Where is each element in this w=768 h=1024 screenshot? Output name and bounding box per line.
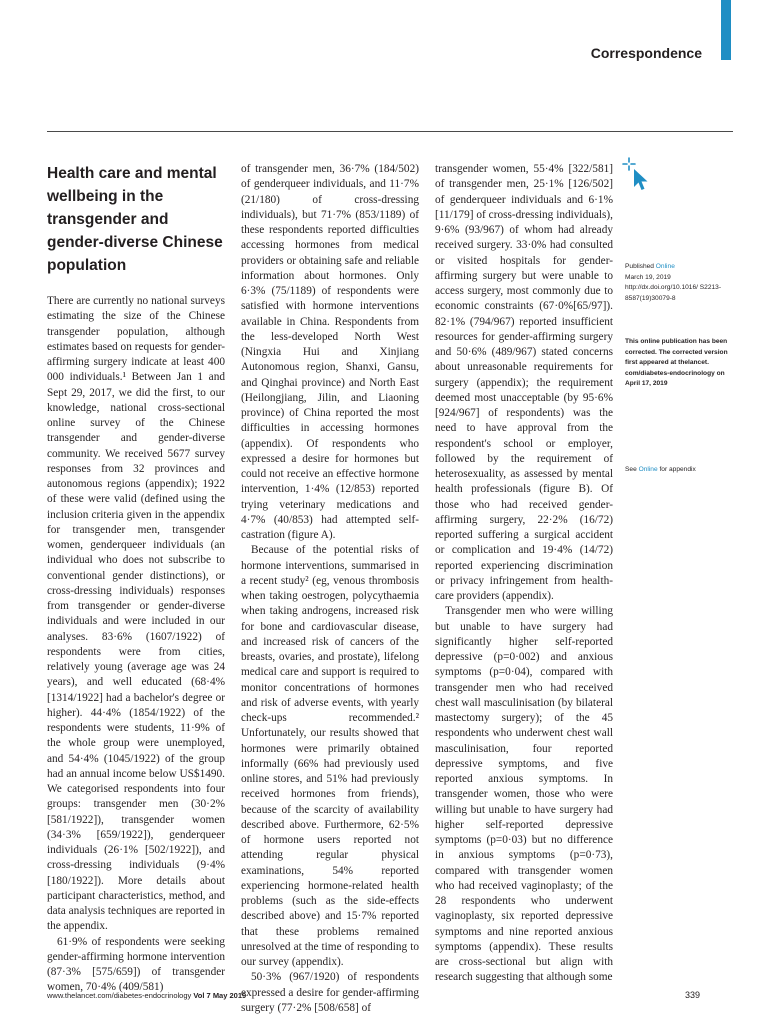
journal-volume: Vol 7 [193, 991, 211, 1000]
header-rule [47, 131, 733, 132]
paragraph: 50·3% (967/1920) of respondents expressed a desire for gender-affirming surgery (77·2% [508/658] of [241, 971, 419, 1014]
paragraph: There are currently no national surveys estimating the size of the Chinese transgender population, although estimates based on requests for gender-affirming surgery indicate at least 400 000 individuals.¹ Between Jan 1 and Sept 29, 2017, we did the first, to our knowledge, national cross-sectional online survey of the Chinese transgender and gender-diverse community. We received 5677 survey responses from 32 provinces and autonomous regions (appendix); 1922 of these were valid (defined using the inclusion criteria given in the appendix for transgender men, transgender women, genderqueer individuals (an individual who does not subscribe to conventional gender distinctions), or cross-dressing individuals) responses from transgender or gender-diverse individuals and were included in our analyses. 83·6% (1607/1922) of respondents were from cities, relatively young (average age was 24 years), and well educated (68·4% [1314/1922] had a bachelor's degree or higher). 44·4% (1854/1922) of the respondents were students, 11·9% of the whole group were unemployed, and 54·4% (1045/1922) of the group had an annual income below US$1490. We categorised respondents into four groups: transgender men (30·2% [581/1922]), transgender women (34·3% [659/1922]), genderqueer individuals (26·1% [502/1922]), and cross-dressing individuals (9·4% [180/1922]). More details about participant characteristics, method, and data analysis techniques are reported in the appendix. [47, 295, 225, 933]
correction-note [625, 337, 737, 390]
article-column-2 [241, 162, 419, 1016]
pointer-with-sparkle-icon [622, 157, 652, 193]
see-prefix: See [625, 466, 639, 473]
article-column-3 [435, 162, 613, 986]
section-color-tab [721, 0, 731, 60]
appendix-online-link[interactable]: Online [638, 466, 658, 473]
article-column-1 [47, 162, 225, 996]
issue-date: May 2019 [212, 991, 247, 1000]
paragraph: of transgender men, 36·7% (184/502) of genderqueer individuals, and 11·7% (21/180) of cross-dressing individuals), but 71·7% (853/1189) of these respondents reported difficulties accessing hormones from medical providers or obtaining safe and reliable information about hormones. Only 6·3% (75/1189) of respondents were satisfied with hormone interventions available in China. Respondents from the less-developed North West (Ningxia Hui and Xinjiang Autonomous region, Shanxi, Gansu, and Qinghai province) and North East (Heilongjiang, Jilin, and Liaoning province) of China reported the most difficulties in accessing hormones (appendix). Of respondents who expressed a desire for hormones but could not receive an effective hormone intervention, 1·4% (12/853) reported trying veterinary medications and 4·7% (40/853) had attempted self-castration (figure A). [241, 163, 419, 541]
article-title: Health care and mental wellbeing in the transgender and gender-diverse Chinese population [47, 165, 223, 274]
published-prefix: Published [625, 263, 656, 270]
section-label: Correspondence [590, 45, 702, 61]
appendix-note [625, 465, 737, 476]
publication-info [625, 262, 737, 304]
see-suffix: for appendix [657, 466, 696, 473]
journal-url[interactable]: www.thelancet.com/diabetes-endocrinology [47, 991, 192, 1000]
doi-link[interactable]: http://dx.doi.org/10.1016/ S2213-8587(19)30079-8 [625, 284, 722, 302]
correction-text: This online publication has been corrected. The corrected version first appeared at thelancet. com/diabetes-endocrinology on April 17, 2019 [625, 338, 728, 387]
published-date: March 19, 2019 [625, 273, 671, 281]
page-number: 339 [684, 990, 700, 1000]
published-online-link[interactable]: Online [655, 263, 675, 270]
paragraph: Transgender men who were willing but unable to have surgery had significantly higher self-reported depressive (p=0·002) and anxious symptoms (p=0·04), compared with transgender men who had received chest wall masculinisation (by bilateral mastectomy surgery); of the 45 respondents who underwent chest wall masculinisation, four reported depressive symptoms, and five reported anxious symptoms. In transgender women, those who were willing but unable to have surgery had higher self-reported depressive symptoms (p=0·03) but no difference in anxious symptoms (p=0·73), compared with transgender women who had received vaginoplasty; of the 28 respondents who underwent vaginoplasty, six reported depressive symptoms and nine reported anxious symptoms (appendix). These results are cross-sectional but align with research suggesting that although some [435, 605, 613, 984]
paragraph: transgender women, 55·4% [322/581] of transgender men, 25·1% [126/502] of genderqueer individuals and 6·1% [11/179] of cross-dressing individuals), 9·6% (93/967) of whom had already received surgery. 33·0% had consulted or visited hospitals for gender-affirming surgery but were unable to access surgery, most commonly due to economic constraints (67·0%[65/97]). 82·1% (794/967) reported insufficient resources for gender-affirming surgery and 50·6% (489/967) stated concerns about unreasonable requirements for surgery (appendix); the requirement deemed most unacceptable (by 95·6% [924/967] of respondents) was the need to have approval from the respondent's school or employer, followed by the requirement of heterosexuality, as assessed by mental health professionals (figure B). Of those who had received gender-affirming surgery, 22·2% (16/72) reported suffering a surgical accident or complication and 19·4% (14/72) reported experiencing discrimination or privacy infringement from health-care providers (appendix). [435, 163, 613, 602]
paragraph: Because of the potential risks of hormone interventions, summarised in a recent study² (eg, venous thrombosis when taking oestrogen, polycythaemia when taking androgens, increased risk for bone and cardiovascular disease, and increased risk of cancers of the breasts, ovaries, and prostate), lifelong medical care and support is required to monitor concentrations of hormones and risk of adverse events, with yearly check-ups recommended.² Unfortunately, our results showed that hormones were primarily obtained informally (66% had previously used online stores, and 51% had previously received hormones from friends), because of the scarcity of availability described above. Furthermore, 62·5% of hormone users reported not attending regular physical examinations, 54% reported experiencing hormone-related health problems (such as the side-effects described above) and 15·7% reported that these problems remained unresolved at the time of responding to our survey (appendix). [241, 544, 419, 968]
page-footer [47, 991, 246, 1000]
paragraph: 61·9% of respondents were seeking gender-affirming hormone intervention (87·3% [575/659]) of transgender women, 70·4% (409/581) [47, 935, 225, 994]
